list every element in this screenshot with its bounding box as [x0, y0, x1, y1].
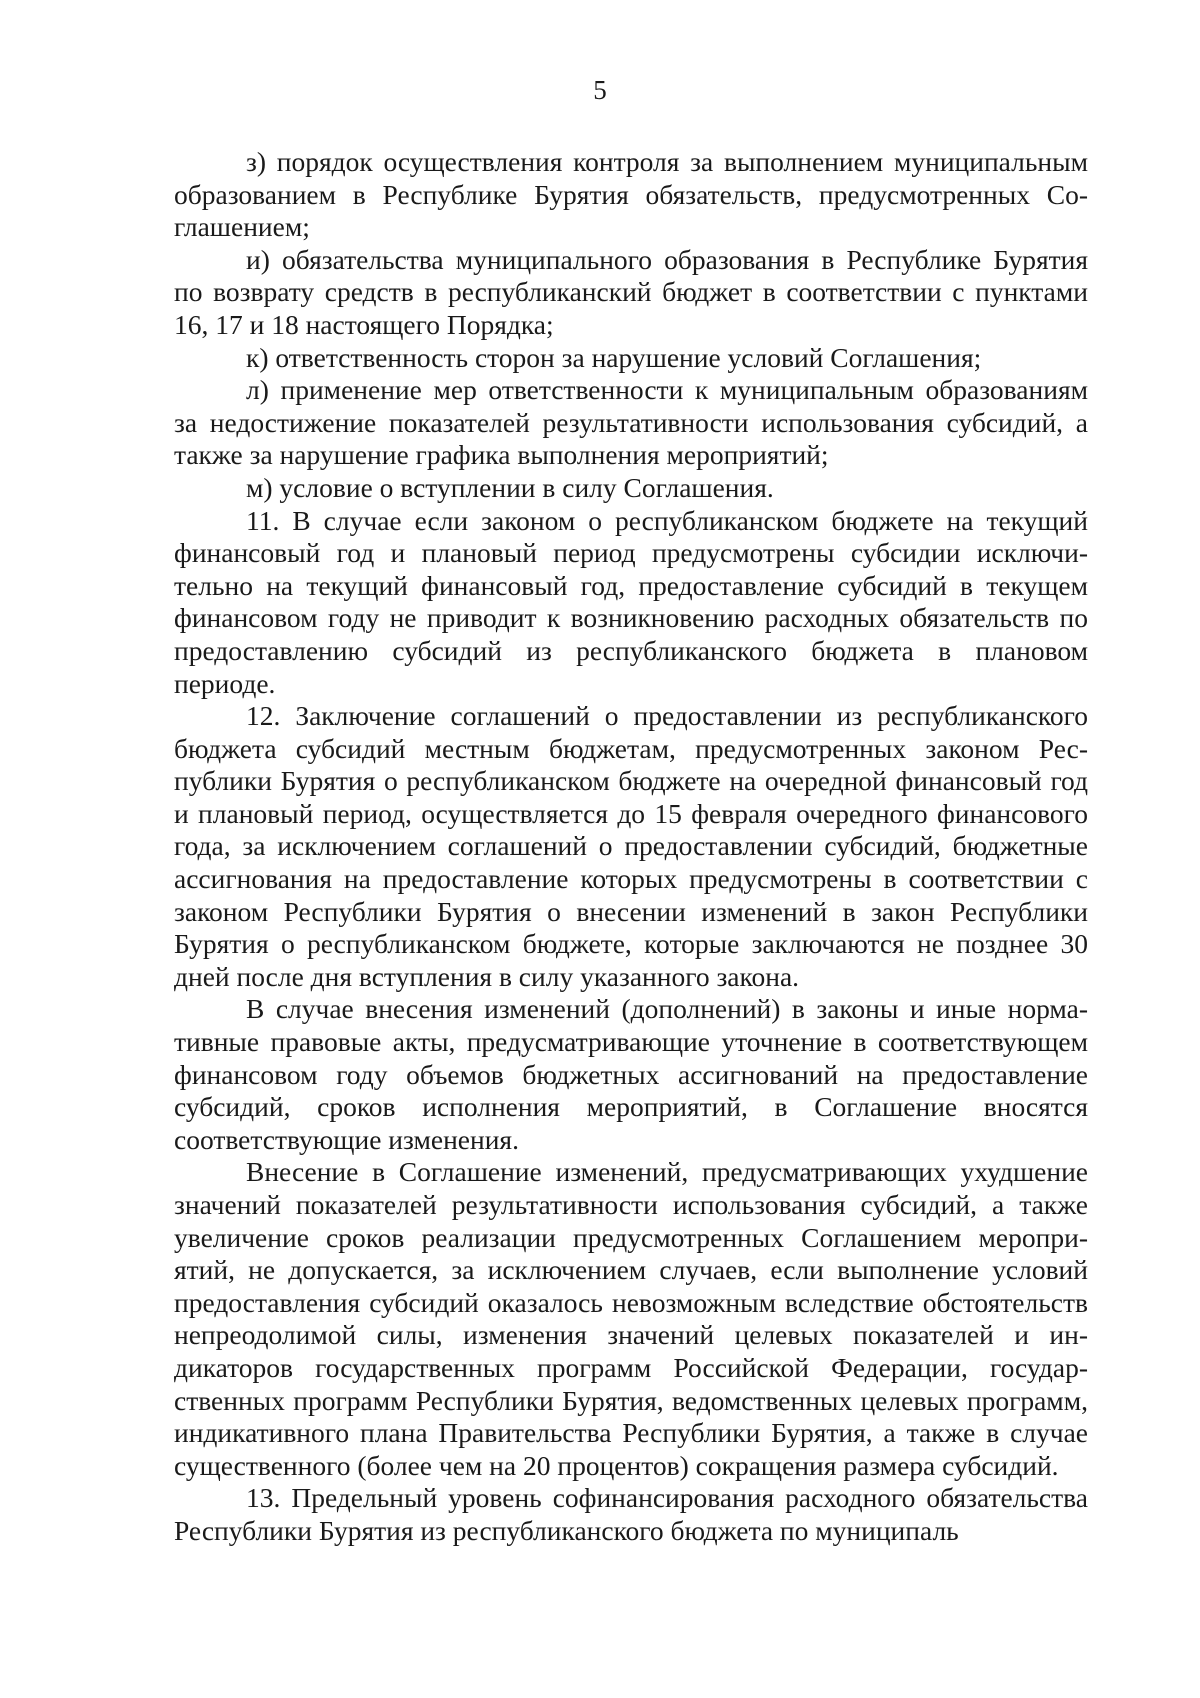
paragraph-12-amendments: В случае внесения изменений (дополнений) в законы и иные нормативные правовые акты, предусматривающие уточнение в соответствующем финансовом году объемов бюджетных ассигнований на предоставление субсидий, сроков исполнения мероприятий, в Соглашение вносятся соответствующие изменения.: [174, 993, 1088, 1155]
paragraph-k: к) ответственность сторон за нарушение условий Соглашения;: [246, 341, 982, 373]
paragraph-m: м) условие о вступлении в силу Соглашения.: [246, 471, 774, 503]
paragraph-13: 13. Предельный уровень софинансирования расходного обязательства Республики Бурятия из республиканского бюджета по муниципаль: [174, 1482, 1088, 1546]
paragraph-z: з) порядок осуществления контроля за выполнением муниципальным образованием в Республике Бурятия обязательств, предусмотренных Соглашением;: [174, 146, 1088, 243]
paragraph-12-restrictions: Внесение в Соглашение изменений, предусматривающих ухудшение значений показателей результативности использования субсидий, а также увеличение сроков реализации предусмотренных Соглашением мероприятий, не допускается, за исключением случаев, если выполнение условий предоставления субсидий оказалось невозможным вследствие обстоятельств непреодолимой силы, изменения значений целевых показателей и индикаторов государственных программ Российской Федерации, государственных программ Республики Бурятия, ведомственных целевых программ, индикативного плана Правительства Республики Бурятия, а также в случае существенного (более чем на 20 процентов) сокращения размера субсидий.: [174, 1156, 1088, 1481]
paragraph-11: 11. В случае если законом о республиканском бюджете на текущий финансовый год и плановый период предусмотрены субсидии исключительно на текущий финансовый год, предоставление субсидий в текущем финансовом году не приводит к возникновению расходных обязательств по предоставлению субсидий из республиканского бюджета в плановом периоде.: [174, 504, 1088, 699]
paragraph-12: 12. Заключение соглашений о предоставлении из республиканского бюджета субсидий местным бюджетам, предусмотренных законом Республики Бурятия о республиканском бюджете на очередной финансовый год и плановый период, осуществляется до 15 февраля очередного финансового года, за исключением соглашений о предоставлении субсидий, бюджетные ассигнования на предоставление которых предусмотрены в соответствии с законом Республики Бурятия о внесении изменений в закон Республики Бурятия о республиканском бюджете, которые заключаются не позднее 30 дней после дня вступления в силу указанного закона.: [174, 700, 1088, 992]
paragraph-l: л) применение мер ответственности к муниципальным образованиям за недостижение показателей результативности использования субсидий, а также за нарушение графика выполнения мероприятий;: [174, 374, 1088, 471]
paragraph-i: и) обязательства муниципального образования в Республике Бурятия по возврату средств в республиканский бюджет в соответствии с пунктами 16, 17 и 18 настоящего Порядка;: [174, 243, 1088, 340]
document-body: [174, 146, 1088, 1548]
page-number: 5: [593, 75, 607, 105]
